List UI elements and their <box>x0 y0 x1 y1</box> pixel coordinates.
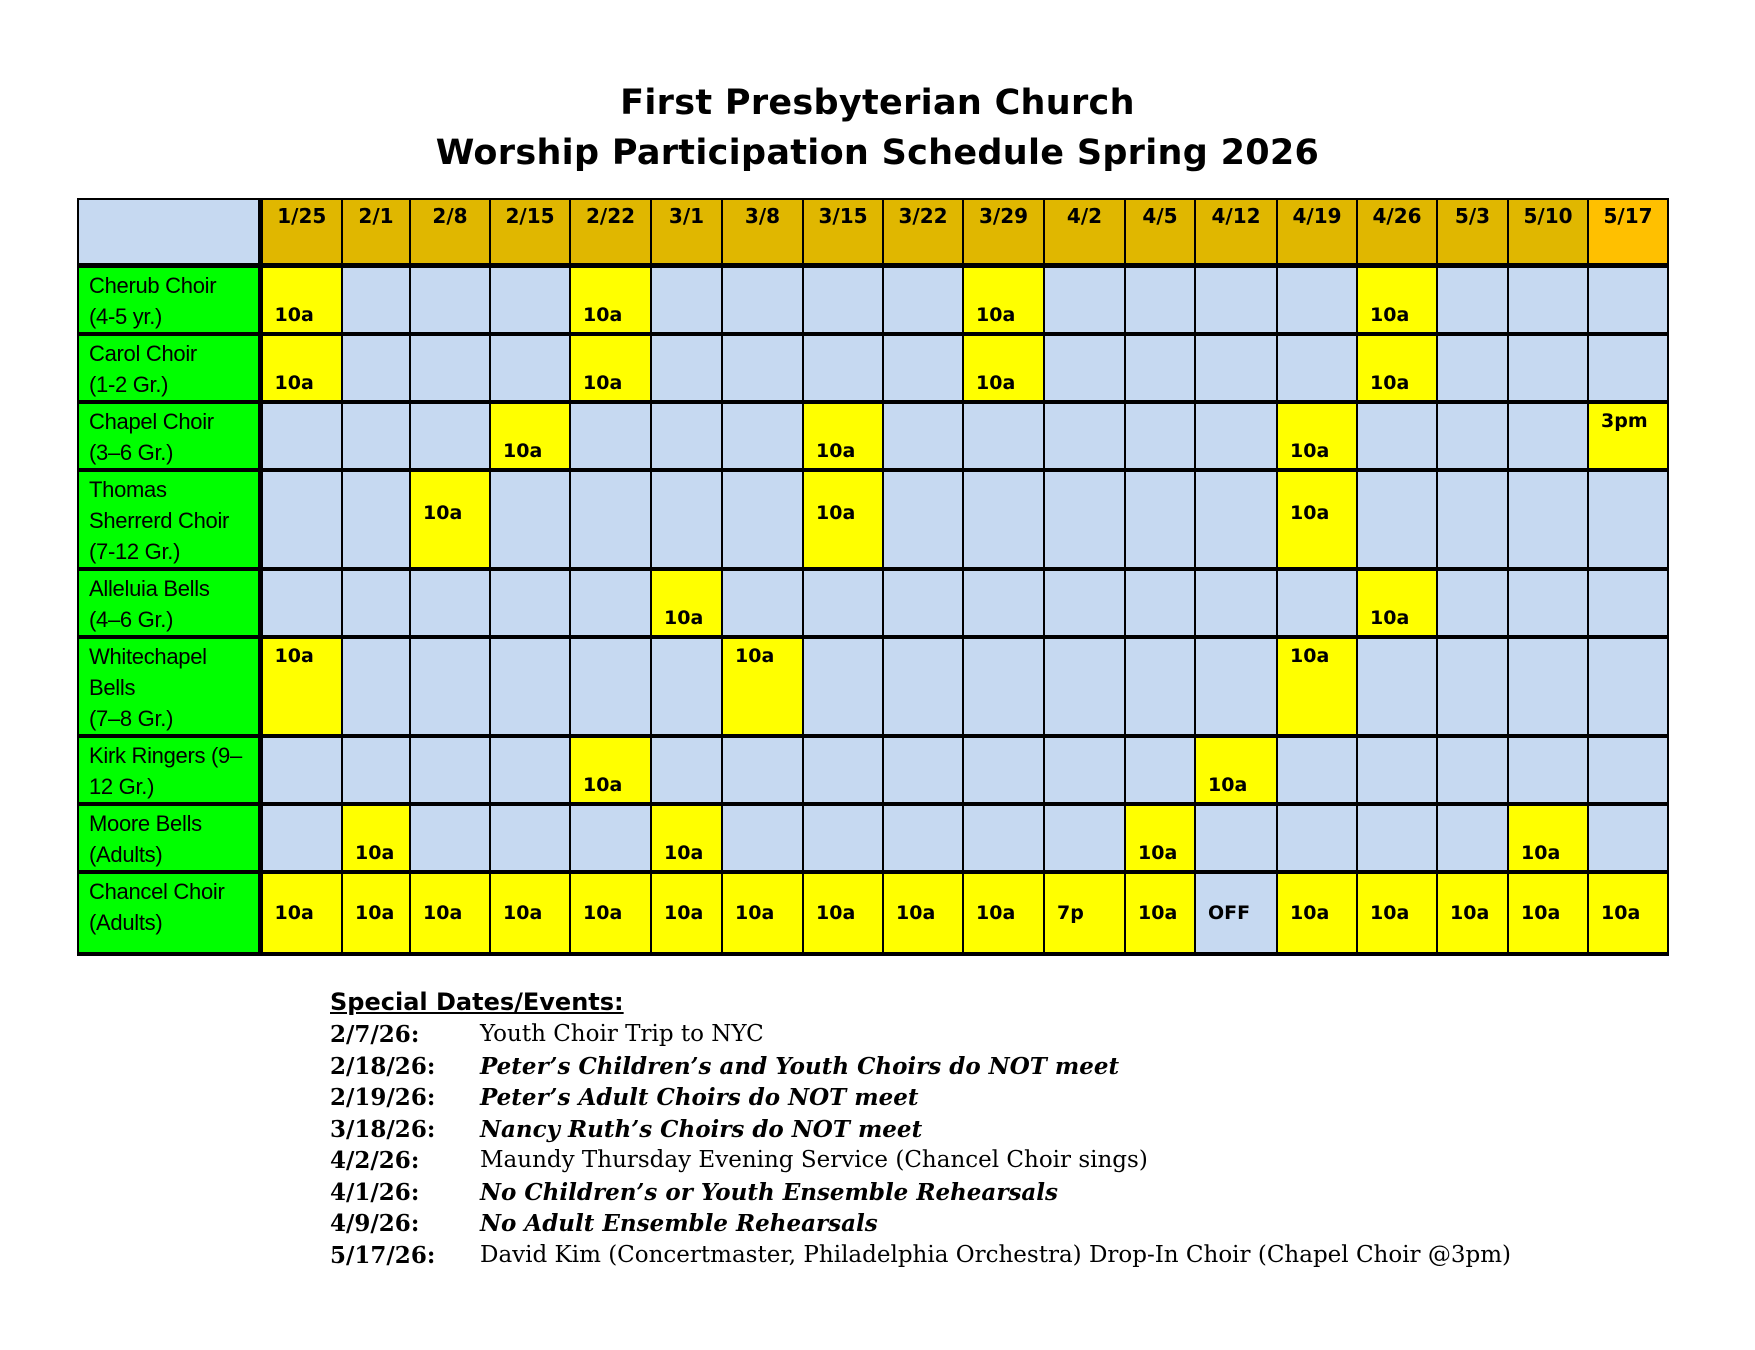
schedule-cell <box>1195 569 1277 637</box>
special-event-text: No Adult Ensemble Rehearsals <box>480 1210 878 1237</box>
ensemble-label <box>78 402 260 470</box>
schedule-cell <box>651 470 722 569</box>
special-event <box>330 1145 1511 1177</box>
schedule-cell <box>342 265 410 334</box>
schedule-cell <box>410 569 490 637</box>
schedule-cell <box>410 402 490 470</box>
date-header-5-17: 5/17 <box>1588 199 1668 265</box>
special-event-text: Youth Choir Trip to NYC <box>480 1021 764 1047</box>
schedule-cell <box>803 569 883 637</box>
special-event-text: Peter’s Adult Choirs do NOT meet <box>480 1084 919 1111</box>
schedule-cell <box>1437 470 1508 569</box>
schedule-cell <box>1437 804 1508 872</box>
special-event <box>330 1240 1511 1272</box>
schedule-cell: 10a <box>963 334 1044 402</box>
title-line-1: First Presbyterian Church <box>620 83 1135 123</box>
schedule-cell <box>1437 569 1508 637</box>
date-header-4-26: 4/26 <box>1357 199 1437 265</box>
schedule-cell <box>1125 402 1195 470</box>
ensemble-name: Whitechapel Bells <box>89 643 207 700</box>
date-header-4-2: 4/2 <box>1044 199 1125 265</box>
ensemble-detail: (7–8 Gr.) <box>89 705 174 731</box>
ensemble-label <box>78 637 260 736</box>
special-event-text: Maundy Thursday Evening Service (Chancel Choir sings) <box>480 1147 1148 1173</box>
schedule-cell <box>260 569 342 637</box>
schedule-cell: 10a <box>651 569 722 637</box>
schedule-cell: 10a <box>722 637 803 736</box>
special-event-date: 2/18/26: <box>330 1052 436 1080</box>
schedule-cell: 10a <box>1357 265 1437 334</box>
schedule-cell <box>1437 402 1508 470</box>
schedule-cell <box>490 736 570 804</box>
schedule-cell <box>1508 334 1588 402</box>
schedule-cell <box>570 804 651 872</box>
schedule-cell: 10a <box>1277 872 1357 954</box>
schedule-cell <box>1195 402 1277 470</box>
schedule-cell <box>1357 736 1437 804</box>
schedule-cell <box>260 402 342 470</box>
schedule-cell <box>1508 265 1588 334</box>
document-title <box>0 78 1755 178</box>
schedule-cell: 10a <box>1508 872 1588 954</box>
title-line-2: Worship Participation Schedule Spring 2026 <box>435 133 1320 173</box>
schedule-cell <box>651 334 722 402</box>
schedule-cell: 10a <box>570 334 651 402</box>
schedule-cell <box>1588 569 1668 637</box>
ensemble-row <box>78 736 1668 804</box>
schedule-cell <box>722 736 803 804</box>
schedule-cell <box>342 637 410 736</box>
special-event <box>330 1114 1511 1146</box>
special-event-date: 3/18/26: <box>330 1115 436 1143</box>
schedule-cell <box>260 736 342 804</box>
schedule-cell <box>883 804 963 872</box>
schedule-cell <box>1125 265 1195 334</box>
date-header-1-25: 1/25 <box>260 199 342 265</box>
ensemble-detail: (Adults) <box>89 909 163 935</box>
schedule-cell <box>803 334 883 402</box>
schedule-cell <box>570 402 651 470</box>
schedule-cell <box>1125 637 1195 736</box>
ensemble-row <box>78 637 1668 736</box>
schedule-cell <box>490 569 570 637</box>
schedule-cell: 10a <box>490 402 570 470</box>
ensemble-label <box>78 569 260 637</box>
ensemble-label <box>78 736 260 804</box>
schedule-cell <box>651 637 722 736</box>
schedule-cell <box>963 804 1044 872</box>
schedule-cell: 10a <box>1277 470 1357 569</box>
schedule-cell <box>803 265 883 334</box>
schedule-cell <box>410 804 490 872</box>
schedule-cell: 10a <box>803 470 883 569</box>
schedule-cell <box>1125 470 1195 569</box>
schedule-cell <box>803 637 883 736</box>
schedule-cell: 10a <box>1588 872 1668 954</box>
schedule-cell <box>1508 470 1588 569</box>
special-event <box>330 1082 1511 1114</box>
date-header-3-15: 3/15 <box>803 199 883 265</box>
schedule-cell <box>1044 736 1125 804</box>
schedule-cell <box>1277 569 1357 637</box>
date-header-3-1: 3/1 <box>651 199 722 265</box>
schedule-cell <box>490 265 570 334</box>
special-event-date: 2/19/26: <box>330 1084 436 1111</box>
special-event <box>330 1208 1511 1240</box>
ensemble-row <box>78 402 1668 470</box>
schedule-cell: 10a <box>570 872 651 954</box>
schedule-cell <box>1195 265 1277 334</box>
date-header-row <box>78 199 1668 265</box>
ensemble-row <box>78 804 1668 872</box>
schedule-cell: 10a <box>260 872 342 954</box>
ensemble-detail: (3–6 Gr.) <box>89 439 174 465</box>
schedule-cell <box>260 804 342 872</box>
date-header-2-22: 2/22 <box>570 199 651 265</box>
schedule-cell <box>651 736 722 804</box>
schedule-cell <box>1588 736 1668 804</box>
schedule-cell <box>722 334 803 402</box>
special-event <box>330 1051 1511 1083</box>
schedule-cell <box>1044 265 1125 334</box>
schedule-cell <box>1437 265 1508 334</box>
schedule-cell <box>1357 402 1437 470</box>
schedule-cell: 10a <box>803 872 883 954</box>
ensemble-name: Moore Bells <box>89 810 202 836</box>
ensemble-row <box>78 872 1668 954</box>
schedule-cell <box>570 637 651 736</box>
schedule-cell <box>722 470 803 569</box>
schedule-cell: 7p <box>1044 872 1125 954</box>
date-header-2-1: 2/1 <box>342 199 410 265</box>
ensemble-detail: (7-12 Gr.) <box>89 538 181 564</box>
date-header-2-8: 2/8 <box>410 199 490 265</box>
schedule-cell <box>1437 637 1508 736</box>
schedule-cell <box>260 470 342 569</box>
date-header-3-29: 3/29 <box>963 199 1044 265</box>
schedule-cell: 10a <box>410 470 490 569</box>
schedule-cell <box>342 334 410 402</box>
schedule-cell: 10a <box>1125 872 1195 954</box>
date-header-4-12: 4/12 <box>1195 199 1277 265</box>
schedule-cell <box>1357 637 1437 736</box>
date-header-5-3: 5/3 <box>1437 199 1508 265</box>
schedule-cell: 10a <box>410 872 490 954</box>
special-event-date: 4/2/26: <box>330 1147 420 1174</box>
special-event <box>330 1019 1511 1051</box>
ensemble-detail: (4-5 yr.) <box>89 303 163 329</box>
special-event-text: No Children’s or Youth Ensemble Rehearsals <box>480 1178 1058 1206</box>
schedule-cell <box>490 470 570 569</box>
date-header-2-15: 2/15 <box>490 199 570 265</box>
special-dates-section <box>330 987 1511 1271</box>
date-header-5-10: 5/10 <box>1508 199 1588 265</box>
ensemble-detail: (Adults) <box>89 841 163 867</box>
schedule-cell <box>410 265 490 334</box>
schedule-cell <box>1125 569 1195 637</box>
schedule-cell: 10a <box>260 265 342 334</box>
ensemble-detail: (1-2 Gr.) <box>89 371 169 397</box>
schedule-cell: 10a <box>963 872 1044 954</box>
special-event-text: David Kim (Concertmaster, Philadelphia Orchestra) Drop-In Choir (Chapel Choir @3pm) <box>480 1241 1512 1268</box>
schedule-cell: 10a <box>260 334 342 402</box>
date-header-3-22: 3/22 <box>883 199 963 265</box>
schedule-cell: 10a <box>1357 334 1437 402</box>
special-event-date: 4/9/26: <box>330 1210 420 1237</box>
schedule-cell <box>1437 736 1508 804</box>
schedule-cell <box>1437 334 1508 402</box>
date-header-4-19: 4/19 <box>1277 199 1357 265</box>
schedule-cell <box>651 402 722 470</box>
schedule-cell: 10a <box>342 804 410 872</box>
schedule-cell <box>803 736 883 804</box>
schedule-cell <box>1357 804 1437 872</box>
ensemble-label <box>78 265 260 334</box>
schedule-cell: 10a <box>342 872 410 954</box>
schedule-cell <box>410 334 490 402</box>
schedule-cell <box>1044 569 1125 637</box>
ensemble-name: Alleluia Bells <box>89 575 210 601</box>
schedule-cell <box>1044 804 1125 872</box>
schedule-cell: 10a <box>963 265 1044 334</box>
ensemble-row <box>78 569 1668 637</box>
schedule-cell: 10a <box>1125 804 1195 872</box>
schedule-cell <box>722 804 803 872</box>
date-header-3-8: 3/8 <box>722 199 803 265</box>
ensemble-name: Kirk Ringers (9–12 Gr.) <box>89 742 242 799</box>
schedule-cell: 10a <box>570 736 651 804</box>
schedule-cell <box>883 402 963 470</box>
schedule-cell: 10a <box>722 872 803 954</box>
schedule-cell <box>342 470 410 569</box>
date-header-4-5: 4/5 <box>1125 199 1195 265</box>
schedule-cell <box>1125 334 1195 402</box>
ensemble-row <box>78 265 1668 334</box>
schedule-cell <box>1508 637 1588 736</box>
schedule-cell <box>963 736 1044 804</box>
schedule-cell <box>490 637 570 736</box>
schedule-cell <box>1588 334 1668 402</box>
ensemble-label <box>78 334 260 402</box>
schedule-cell <box>1195 470 1277 569</box>
schedule-cell: 10a <box>1357 872 1437 954</box>
schedule-cell <box>1508 569 1588 637</box>
schedule-cell <box>1195 637 1277 736</box>
schedule-cell: 10a <box>1508 804 1588 872</box>
schedule-cell: 10a <box>490 872 570 954</box>
ensemble-detail: (4–6 Gr.) <box>89 606 174 632</box>
schedule-cell <box>883 736 963 804</box>
schedule-cell <box>963 470 1044 569</box>
schedule-cell <box>342 736 410 804</box>
schedule-cell: 10a <box>651 804 722 872</box>
schedule-cell <box>883 334 963 402</box>
schedule-cell <box>722 265 803 334</box>
schedule-cell <box>1277 334 1357 402</box>
special-event <box>330 1177 1511 1209</box>
schedule-cell <box>722 569 803 637</box>
ensemble-name: Chapel Choir <box>89 408 214 434</box>
schedule-cell: 10a <box>803 402 883 470</box>
schedule-cell <box>1044 334 1125 402</box>
schedule-cell <box>1044 402 1125 470</box>
schedule-cell <box>1044 637 1125 736</box>
ensemble-name: Carol Choir <box>89 340 197 366</box>
schedule-cell: 10a <box>1277 637 1357 736</box>
schedule-cell <box>883 265 963 334</box>
schedule-cell: 3pm <box>1588 402 1668 470</box>
schedule-cell <box>342 569 410 637</box>
ensemble-row <box>78 334 1668 402</box>
schedule-cell <box>963 569 1044 637</box>
schedule-cell <box>722 402 803 470</box>
schedule-cell <box>1195 334 1277 402</box>
schedule-cell <box>651 265 722 334</box>
ensemble-name: Chancel Choir <box>89 878 225 904</box>
schedule-cell <box>883 637 963 736</box>
schedule-cell <box>963 637 1044 736</box>
schedule-cell: 10a <box>651 872 722 954</box>
schedule-cell <box>1277 265 1357 334</box>
schedule-cell <box>803 804 883 872</box>
schedule-cell <box>1125 736 1195 804</box>
schedule-cell <box>1277 736 1357 804</box>
ensemble-name: Thomas Sherrerd Choir <box>89 476 230 533</box>
schedule-cell <box>1277 804 1357 872</box>
schedule-cell <box>570 470 651 569</box>
ensemble-row <box>78 470 1668 569</box>
schedule-cell: 10a <box>883 872 963 954</box>
schedule-cell: 10a <box>1195 736 1277 804</box>
schedule-cell <box>883 569 963 637</box>
schedule-cell <box>1508 402 1588 470</box>
schedule-cell <box>1588 470 1668 569</box>
schedule-cell <box>410 637 490 736</box>
schedule-cell: 10a <box>1277 402 1357 470</box>
schedule-cell: 10a <box>260 637 342 736</box>
schedule-cell <box>1195 804 1277 872</box>
header-corner-cell <box>78 199 260 265</box>
schedule-cell <box>1588 637 1668 736</box>
schedule-cell <box>883 470 963 569</box>
schedule-cell <box>1357 470 1437 569</box>
special-event-text: Nancy Ruth’s Choirs do NOT meet <box>480 1115 923 1143</box>
special-event-date: 2/7/26: <box>330 1021 420 1048</box>
schedule-cell <box>1508 736 1588 804</box>
schedule-cell <box>963 402 1044 470</box>
schedule-cell <box>342 402 410 470</box>
schedule-cell <box>1044 470 1125 569</box>
schedule-cell: 10a <box>570 265 651 334</box>
schedule-cell <box>410 736 490 804</box>
ensemble-label <box>78 804 260 872</box>
special-dates-heading: Special Dates/Events: <box>330 988 624 1016</box>
schedule-cell <box>490 334 570 402</box>
ensemble-label <box>78 470 260 569</box>
schedule-cell <box>570 569 651 637</box>
schedule-cell <box>1588 804 1668 872</box>
ensemble-name: Cherub Choir <box>89 272 217 298</box>
special-event-date: 5/17/26: <box>330 1241 436 1269</box>
schedule-cell: OFF <box>1195 872 1277 954</box>
ensemble-label <box>78 872 260 954</box>
special-event-date: 4/1/26: <box>330 1178 420 1206</box>
schedule-cell: 10a <box>1357 569 1437 637</box>
special-dates-list <box>330 1019 1511 1271</box>
schedule-table <box>77 198 1669 956</box>
schedule-cell: 10a <box>1437 872 1508 954</box>
schedule-cell <box>490 804 570 872</box>
special-event-text: Peter’s Children’s and Youth Choirs do NOT meet <box>480 1052 1120 1080</box>
schedule-cell <box>1588 265 1668 334</box>
